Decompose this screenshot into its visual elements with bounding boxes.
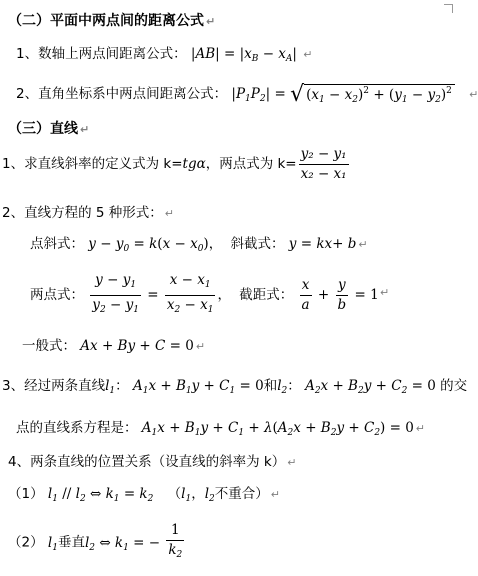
- perp-fraction-denominator: $k_2$: [168, 542, 183, 560]
- paragraph-mark: ↵: [358, 238, 368, 251]
- two-point-comma: ，: [217, 287, 231, 303]
- item-3-equation-2: $A_2x + B_2y + C_2 = 0$: [305, 378, 436, 396]
- slope-definition-line: [2, 146, 351, 183]
- general-form-formula: Ax + By + C = 0: [80, 338, 194, 354]
- parallel-note-lines: （$l_1$，$l_2$: [167, 486, 215, 504]
- section-heading-2-text: （二）平面中两点间的距离公式: [8, 13, 204, 29]
- perp-fraction-numerator: 1: [166, 522, 184, 541]
- item-2-formula: $|P_1P_2|$ = √ $(x_1 - x_2)^2 + (y_1 - y_2)^2$: [231, 86, 459, 102]
- item-3-l1: $l_1$: [105, 378, 116, 396]
- slope-fraction-numerator: y₂ − y₁: [299, 146, 349, 165]
- paragraph-mark: ↵: [164, 207, 174, 220]
- paragraph-mark: ↵: [80, 123, 90, 136]
- page-corner-mark: [444, 4, 453, 13]
- two-point-fraction-left: $\frac{y - y_1}{y_2 - y_1}$: [92, 272, 139, 315]
- item-3-equation-1: $A_1x + B_1y + C_1 = 0$: [132, 378, 264, 396]
- paragraph-mark: ↵: [195, 340, 206, 353]
- item-3-colon-2: ：: [287, 378, 301, 394]
- two-point-fraction-right: $\frac{x - x_1}{x_2 - x_1}$: [166, 272, 214, 315]
- paragraph-mark: ↵: [415, 422, 426, 435]
- section-heading-3: [8, 118, 89, 138]
- item-1-formula: $|AB| = |x_B - x_A|$: [190, 46, 297, 64]
- paragraph-mark: ↵: [287, 456, 297, 469]
- general-form-line: [22, 334, 205, 354]
- paragraph-mark: ↵: [380, 286, 390, 299]
- intercept-fraction-x: $\frac{x}{a}$: [301, 277, 310, 313]
- perpendicular-relation-line: [8, 522, 186, 564]
- line-forms-title: [2, 201, 174, 221]
- paragraph-mark: ↵: [206, 15, 216, 28]
- item-3-and: 和: [263, 378, 278, 394]
- slope-text-b: ，两点式为 k=: [205, 156, 297, 172]
- parallel-formula: $l_1 // l_2$ ⇔ $k_1 = k_2$: [47, 486, 154, 504]
- relation-title-line: [8, 450, 296, 470]
- point-slope-sep: ，: [208, 236, 223, 252]
- two-point-label: 两点式：: [30, 287, 84, 303]
- slope-fraction-denominator: x₂ − x₁: [300, 166, 347, 182]
- intercept-label: 截距式：: [239, 287, 294, 303]
- item-3-prefix: 3、经过两条直线: [2, 378, 106, 394]
- item-3-suffix: 的交: [440, 378, 468, 394]
- section-heading-2: [8, 10, 215, 30]
- perp-l1: $l_1$: [47, 534, 58, 553]
- slope-intercept-formula: y = kx+ b: [288, 236, 357, 252]
- section-heading-3-text: （三）直线: [8, 121, 78, 137]
- relation-1-label: （1）: [8, 486, 44, 502]
- item-3-colon-1: ：: [115, 378, 129, 394]
- point-slope-formula: $y - y_0 = k(x - x_0)$: [88, 236, 209, 254]
- line-system-formula: $A_1x + B_1y + C_1 + \lambda(A_2x + B_2y + C_2) = 0$: [141, 420, 414, 438]
- intercept-eq: = 1: [354, 287, 379, 303]
- perp-formula: $l_2$ ⇔ $k_1$ = −: [84, 534, 161, 553]
- slope-fraction: [299, 146, 349, 183]
- point-slope-label: 点斜式：: [30, 236, 84, 252]
- intercept-fraction-y: $\frac{y}{b}$: [337, 277, 347, 313]
- paragraph-mark: ↵: [469, 88, 478, 101]
- item-3-l2: $l_2$: [277, 378, 288, 396]
- paragraph-mark: ↵: [303, 48, 313, 61]
- number-line-distance-line: [16, 42, 313, 64]
- intersection-line: [2, 374, 467, 396]
- paragraph-mark: ↵: [270, 488, 280, 501]
- point-slope-line: [30, 232, 368, 254]
- item-1-label: 1、数轴上两点间距离公式：: [16, 46, 187, 62]
- relation-title-text: 4、两条直线的位置关系（设直线的斜率为 k）: [8, 454, 286, 470]
- plane-distance-line: [16, 82, 478, 107]
- parallel-note-text: 不重合）: [214, 486, 269, 502]
- two-point-line: 两点式： $\frac{y - y_1}{y_2 - y_1}$ = $\frac{x - x_1}{x_2 - x_1}$ ， 截距式： $\frac{x}{a}$ + $\frac{y}{b}$ = 1: [30, 272, 379, 319]
- slope-tg: tgα: [182, 156, 206, 172]
- general-form-label: 一般式：: [22, 338, 76, 354]
- item-2-label: 2、直角坐标系中两点间距离公式：: [16, 86, 228, 102]
- slope-text-a: 1、求直线斜率的定义式为 k=: [2, 156, 183, 172]
- perp-text: 垂直: [57, 534, 85, 551]
- slope-intercept-label: 斜截式：: [230, 236, 285, 252]
- line-system-label: 点的直线系方程是：: [16, 420, 138, 436]
- perp-fraction: [166, 522, 184, 564]
- parallel-relation-line: [8, 482, 280, 504]
- line-system-line: [16, 416, 425, 438]
- relation-2-label: （2）: [8, 534, 44, 551]
- line-forms-title-text: 2、直线方程的 5 种形式：: [2, 205, 163, 221]
